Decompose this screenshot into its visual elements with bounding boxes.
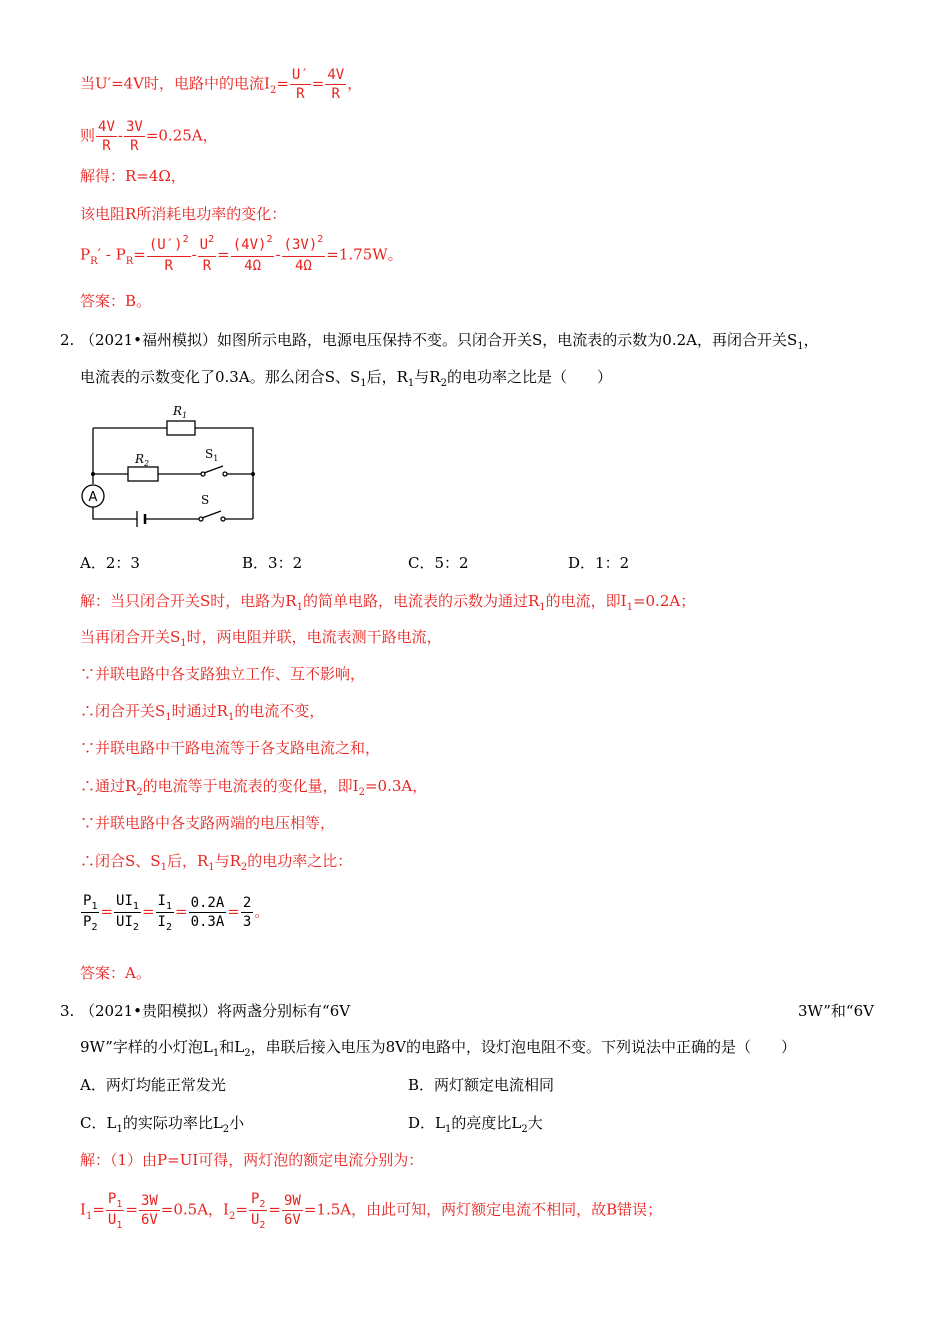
q2-solution-line: ∵并联电路中各支路两端的电压相等，	[80, 814, 336, 832]
q2-option-a[interactable]: A．2：3	[80, 554, 140, 572]
fraction: $\frac{0.2A}{0.3A}$	[190, 895, 225, 930]
fraction: $\frac{(U')^2}{R}$	[148, 234, 189, 274]
top-line-5: $P_R' - P_R=$ $\frac{(U')^2}{R}$ - $\frac{U^2}{R}$ = $\frac{(4V)^2}{4\Omega}$ - $\frac{(3V)^2}{4\Omega}$ =1.75W。	[80, 234, 403, 274]
fraction: $\frac{P_1}{P_2}$	[83, 893, 98, 933]
q2-solution-line: ∴闭合开关$S_1$时通过$R_1$的电流不变，	[80, 702, 325, 723]
junction-dot	[251, 472, 255, 476]
r1-label: $R_1$	[173, 404, 188, 420]
s1-label: $S_1$	[205, 447, 219, 463]
q2-stem-line-1: （2021•福州模拟）如图所示电路，电源电压保持不变。只闭合开关S，电流表的示数为0.2A，再闭合开关$S_1$，	[80, 331, 819, 352]
q2-solution-line: ∵并联电路中各支路独立工作、互不影响，	[80, 665, 366, 683]
q3-stem-line-2: 9W”字样的小灯泡$L_1$和$L_2$，串联后接入电压为8V的电路中，设灯泡电阻不变。下列说法中正确的是（ ）	[80, 1038, 796, 1059]
q3-solution-line: 解：（1）由P=UI可得，两灯泡的额定电流分别为：	[80, 1151, 424, 1169]
circuit-diagram	[75, 398, 265, 533]
fraction: $\frac{2}{3}$	[242, 895, 252, 930]
q3-stem-line-1a: （2021•贵阳模拟）将两盏分别标有“6V	[80, 1002, 351, 1020]
top-line-3: 解得：R=4Ω，	[80, 167, 186, 185]
switch-s1-contact	[223, 472, 227, 476]
fraction: $\frac{3W}{6V}$	[140, 1193, 158, 1228]
fraction: $\frac{(3V)^2}{4\Omega}$	[283, 234, 324, 274]
top-line-2: 则 $\frac{4V}{R}$ - $\frac{3V}{R}$ =0.25A，	[80, 119, 218, 154]
fraction: $\frac{9W}{6V}$	[283, 1193, 301, 1228]
fraction: $\frac{P_1}{U_1}$	[107, 1191, 123, 1231]
q2-answer: 答案：A。	[80, 964, 151, 982]
r2-label: $R_2$	[135, 452, 150, 468]
q3-option-b[interactable]: B．两灯额定电流相同	[408, 1076, 555, 1094]
q2-solution-line: ∵并联电路中干路电流等于各支路电流之和，	[80, 739, 381, 757]
s-label: S	[201, 493, 210, 507]
fraction: $\frac{I_1}{I_2}$	[157, 893, 172, 933]
fraction: $\frac{U'}{R}$	[291, 67, 309, 102]
top-answer: 答案：B。	[80, 292, 152, 310]
q2-option-b[interactable]: B．3：2	[242, 554, 303, 572]
top-line-1: 当U′=4V时，电路中的电流$I_2=$ $\frac{U'}{R}$ = $\frac{4V}{R}$ ，	[80, 67, 363, 102]
q3-stem-line-1b: 3W”和“6V	[798, 1002, 874, 1020]
fraction: $\frac{U^2}{R}$	[199, 234, 215, 274]
resistor-r1	[167, 421, 195, 435]
fraction: $\frac{(4V)^2}{4\Omega}$	[232, 234, 273, 274]
q2-stem-line-2: 电流表的示数变化了0.3A。那么闭合S、$S_1$后，$R_1$与$R_2$的电功率之比是（ ）	[80, 368, 612, 389]
q2-solution-line: 解：当只闭合开关S时，电路为$R_1$的简单电路，电流表的示数为通过$R_1$的电流，即$I_1=0.2A$；	[80, 592, 696, 613]
junction-dot	[91, 472, 95, 476]
switch-s1-blade	[204, 466, 223, 473]
q3-number: 3.	[60, 1002, 75, 1020]
q3-solution-equation: $I_1=$ $\frac{P_1}{U_1}$ = $\frac{3W}{6V}$ =0.5A，$I_2=$ $\frac{P_2}{U_2}$ = $\frac{9W}{6V}$ =1.5A，由此可知，两灯额定电流不相同，故B错误；	[80, 1191, 663, 1231]
q2-option-d[interactable]: D．1：2	[568, 554, 630, 572]
resistor-r2	[128, 467, 158, 481]
fraction: $\frac{4V}{R}$	[98, 119, 115, 154]
q3-option-c[interactable]: C．$L_1$的实际功率比$L_2$小	[80, 1114, 245, 1135]
wire-bottom-left	[93, 507, 137, 519]
ammeter-label: A	[88, 490, 98, 505]
fraction: $\frac{3V}{R}$	[125, 119, 143, 154]
q3-option-d[interactable]: D．$L_1$的亮度比$L_2$大	[408, 1114, 543, 1135]
fraction: $\frac{UI_1}{UI_2}$	[116, 893, 139, 933]
q2-ratio-equation: $\frac{P_1}{P_2}$ = $\frac{UI_1}{UI_2}$ = $\frac{I_1}{I_2}$ = $\frac{0.2A}{0.3A}$ = $\frac{2}{3}$ 。	[83, 893, 270, 933]
switch-s-blade	[202, 511, 221, 518]
q2-solution-line: ∴闭合S、$S_1$后，$R_1$与$R_2$的电功率之比：	[80, 852, 353, 873]
q3-option-a[interactable]: A．两灯均能正常发光	[80, 1076, 226, 1094]
q2-number: 2.	[60, 331, 75, 349]
fraction: $\frac{4V}{R}$	[327, 67, 345, 102]
switch-s-contact	[221, 517, 225, 521]
fraction: $\frac{P_2}{U_2}$	[250, 1191, 266, 1231]
q2-solution-line: ∴通过$R_2$的电流等于电流表的变化量，即$I_2=0.3A$，	[80, 777, 428, 798]
q2-solution-line: 当再闭合开关$S_1$时，两电阻并联，电流表测干路电流，	[80, 628, 442, 649]
top-line-4: 该电阻R所消耗电功率的变化：	[80, 205, 287, 223]
q2-option-c[interactable]: C．5：2	[408, 554, 469, 572]
